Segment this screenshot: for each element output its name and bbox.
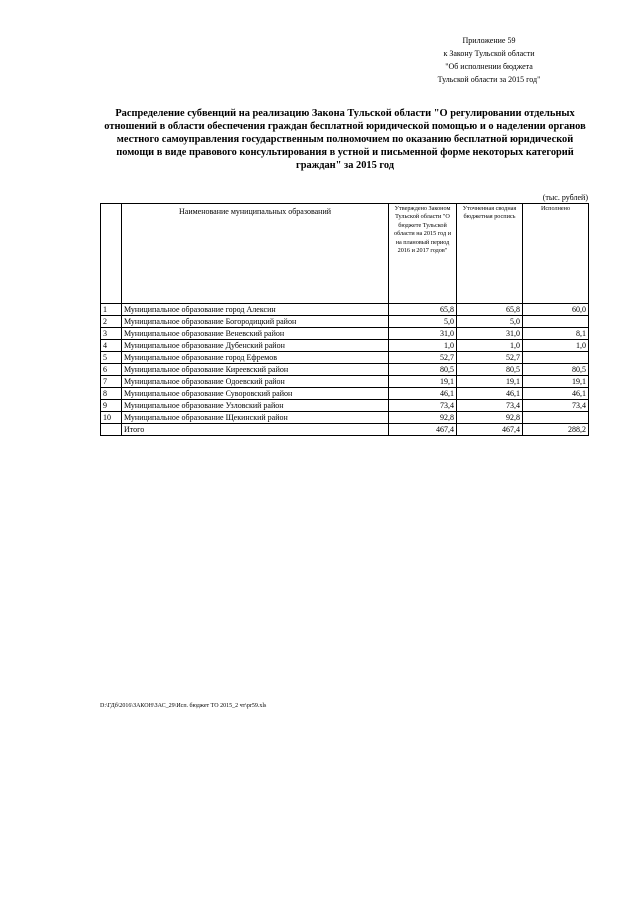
approved-amount-cell: 73,4 — [389, 400, 457, 412]
table-row — [101, 352, 589, 364]
executed-amount-cell: 8,1 — [523, 328, 589, 340]
approved-amount-cell: 92,8 — [389, 412, 457, 424]
row-index-cell: 7 — [101, 376, 122, 388]
municipality-name-cell: Муниципальное образование город Алексин — [122, 304, 389, 316]
refined-amount-cell: 52,7 — [457, 352, 523, 364]
executed-amount-cell: 46,1 — [523, 388, 589, 400]
approved-amount-cell: 467,4 — [389, 424, 457, 436]
row-index-cell — [101, 424, 122, 436]
table-row — [101, 328, 589, 340]
executed-amount-cell: 73,4 — [523, 400, 589, 412]
row-index-cell: 2 — [101, 316, 122, 328]
municipality-name-cell: Муниципальное образование Узловский район — [122, 400, 389, 412]
header-executed: Исполнено — [523, 204, 589, 304]
table-row — [101, 388, 589, 400]
municipality-name-cell: Муниципальное образование Богородицкий район — [122, 316, 389, 328]
file-path-footer: D:\ГДб\2016\ЗАКОН\ЗАС_29\Исп. бюджет ТО 2015_2 чт\pr59.xls — [100, 703, 267, 709]
approved-amount-cell: 5,0 — [389, 316, 457, 328]
refined-amount-cell: 1,0 — [457, 340, 523, 352]
approved-amount-cell: 52,7 — [389, 352, 457, 364]
table-body — [101, 304, 589, 436]
table-row — [101, 400, 589, 412]
refined-amount-cell: 73,4 — [457, 400, 523, 412]
approved-amount-cell: 65,8 — [389, 304, 457, 316]
table-row — [101, 412, 589, 424]
row-index-cell: 4 — [101, 340, 122, 352]
municipality-name-cell: Муниципальное образование Веневский район — [122, 328, 389, 340]
table-row — [101, 304, 589, 316]
municipality-name-cell: Муниципальное образование Суворовский район — [122, 388, 389, 400]
appendix-block — [404, 34, 574, 86]
municipality-name-cell: Итого — [122, 424, 389, 436]
appendix-line: Приложение 59 — [462, 36, 516, 45]
refined-amount-cell: 46,1 — [457, 388, 523, 400]
municipality-name-cell: Муниципальное образование Одоевский район — [122, 376, 389, 388]
appendix-line: "Об исполнении бюджета — [445, 62, 533, 71]
executed-amount-cell — [523, 316, 589, 328]
table-row — [101, 340, 589, 352]
municipality-name-cell: Муниципальное образование Дубенский район — [122, 340, 389, 352]
executed-amount-cell — [523, 352, 589, 364]
table-header-row — [101, 204, 589, 304]
row-index-cell: 8 — [101, 388, 122, 400]
municipality-name-cell: Муниципальное образование Щекинский район — [122, 412, 389, 424]
approved-amount-cell: 19,1 — [389, 376, 457, 388]
header-refined: Уточненная сводная бюджетная роспись — [457, 204, 523, 304]
refined-amount-cell: 19,1 — [457, 376, 523, 388]
table-row — [101, 364, 589, 376]
header-index — [101, 204, 122, 304]
row-index-cell: 6 — [101, 364, 122, 376]
municipality-name-cell: Муниципальное образование город Ефремов — [122, 352, 389, 364]
municipality-name-cell: Муниципальное образование Киреевский район — [122, 364, 389, 376]
table-row — [101, 316, 589, 328]
units-label: (тыс. рублей) — [542, 193, 588, 202]
refined-amount-cell: 5,0 — [457, 316, 523, 328]
executed-amount-cell — [523, 412, 589, 424]
table-row — [101, 376, 589, 388]
approved-amount-cell: 46,1 — [389, 388, 457, 400]
refined-amount-cell: 80,5 — [457, 364, 523, 376]
row-index-cell: 5 — [101, 352, 122, 364]
executed-amount-cell: 60,0 — [523, 304, 589, 316]
executed-amount-cell: 19,1 — [523, 376, 589, 388]
row-index-cell: 10 — [101, 412, 122, 424]
refined-amount-cell: 92,8 — [457, 412, 523, 424]
executed-amount-cell: 288,2 — [523, 424, 589, 436]
appendix-line: Тульской области за 2015 год" — [437, 75, 541, 84]
approved-amount-cell: 31,0 — [389, 328, 457, 340]
appendix-line: к Закону Тульской области — [443, 49, 535, 58]
subventions-table — [100, 203, 589, 436]
header-approved: Утверждено Законом Тульской области "О бюджете Тульской области на 2015 год и на плановый период 2016 и 2017 годов" — [389, 204, 457, 304]
approved-amount-cell: 1,0 — [389, 340, 457, 352]
document-title: Распределение субвенций на реализацию Закона Тульской области "О регулировании отдельных отношений в области обеспечения граждан бесплатной юридической помощью и о наделении органов местного самоуправления государственным полномочием по оказанию бесплатной юридической помощи в виде правового консультирования в устной и письменной форме некоторых категорий граждан" за 2015 год — [104, 108, 586, 171]
header-name: Наименование муниципальных образований — [122, 204, 389, 304]
executed-amount-cell: 1,0 — [523, 340, 589, 352]
row-index-cell: 3 — [101, 328, 122, 340]
row-index-cell: 9 — [101, 400, 122, 412]
refined-amount-cell: 467,4 — [457, 424, 523, 436]
executed-amount-cell: 80,5 — [523, 364, 589, 376]
refined-amount-cell: 65,8 — [457, 304, 523, 316]
approved-amount-cell: 80,5 — [389, 364, 457, 376]
total-row — [101, 424, 589, 436]
refined-amount-cell: 31,0 — [457, 328, 523, 340]
row-index-cell: 1 — [101, 304, 122, 316]
